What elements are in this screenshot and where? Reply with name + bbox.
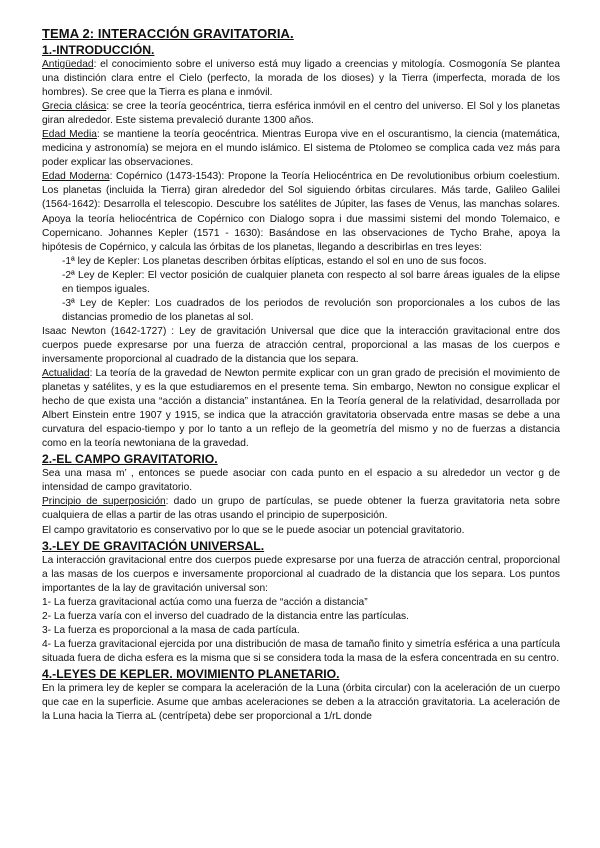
list-item: 3- La fuerza es proporcional a la masa de cada partícula. (42, 624, 300, 636)
text-actualidad: : La teoría de la gravedad de Newton permite explicar con un gran grado de precisión el movimiento de planetas y satélites, y es la que estudiaremos en el presente tema. Sin embargo, Newton no consigue explicar el hecho de que exista una “acción a distancia” instantánea. En la Teoría general de la relatividad, desarrollada por Albert Einstein entre 1907 y 1915, se indica que la atracción gravitatoria observada entre masas se debe a una curvatura del espacio-tiempo y por lo tanto a un reflejo de la geometría del mismo y no de fuerzas a distancia como en la teoría newtoniana de la gravedad. (42, 368, 560, 450)
section-heading-campo: 2.-EL CAMPO GRAVITATORIO. (42, 452, 218, 467)
paragraph-actualidad (42, 367, 560, 451)
paragraph-edad-media (42, 128, 560, 170)
list-item: 4- La fuerza gravitacional ejercida por una distribución de masa de tamaño finito y simetría esférica a una partícula situada fuera de dicha esfera es la misma que si se considera toda la masa de la esfera concentrada en su centro. (42, 638, 560, 664)
kepler-law-2: -2ª Ley de Kepler: El vector posición de cualquier planeta con respecto al sol barre áreas iguales de la elipse en tiempos iguales. (62, 269, 560, 295)
text-grecia: : se cree la teoría geocéntrica, tierra esférica inmóvil en el centro del universo. El Sol y los planetas giran alrededor. Este sistema prevaleció durante 1300 años. (42, 101, 560, 127)
text-antiguedad: : el conocimiento sobre el universo está muy ligado a creencias y mitología. Cosmogonía Se plantea una distinción clara entre el Cielo (perfecto, la morada de los dioses) y la Tierra (imperfecta, morada de los hombres). Se cree que la Tierra es plana e inmóvil. (42, 59, 560, 99)
term-superposicion: Principio de superposición (42, 496, 166, 508)
paragraph-gravitacion-1: La interacción gravitacional entre dos cuerpos puede expresarse por una fuerza de atracción central, proporcional a las masas de los cuerpos e inversamente proporcional al cuadrado de la distancia que los separa. Los puntos importantes de la lay de gravitación universal son: (42, 554, 560, 594)
text-superposicion: : dado un grupo de partículas, se puede obtener la fuerza gravitatoria neta sobre cualquiera de ellas a partir de las otras usando el principio de superposición. (42, 496, 560, 522)
term-edad-moderna: Edad Moderna (42, 171, 110, 183)
paragraph-superposicion (42, 495, 560, 523)
kepler-law-3: -3ª Ley de Kepler: Los cuadrados de los periodos de revolución son proporcionales a los cubos de las distancias promedio de los planetas al sol. (62, 297, 560, 323)
term-antiguedad: Antigüedad (42, 59, 94, 70)
paragraph-edad-moderna (42, 170, 560, 254)
paragraph-grecia (42, 100, 560, 128)
paragraph-newton: Isaac Newton (1642-1727) : Ley de gravitación Universal que dice que la interacción gravitacional entre dos cuerpos puede expresarse por una fuerza de atracción central, proporcional a las masas de los cuerpos e inversamente proporcional al cuadrado de la distancia que los separa. (42, 325, 560, 365)
kepler-law-1: -1ª ley de Kepler: Los planetas describen órbitas elípticas, estando el sol en uno de sus focos. (62, 255, 487, 267)
term-actualidad: Actualidad (42, 368, 90, 380)
paragraph-antiguedad (42, 58, 560, 100)
section-heading-introduccion: 1.-INTRODUCCIÓN. (42, 43, 155, 57)
text-edad-moderna: : Copérnico (1473-1543): Propone la Teoría Heliocéntrica en De revolutionibus orbium coelestium. Los planetas (incluida la Tierra) giran alrededor del Sol siguiendo órbitas circulares. Más tarde, Galileo Galilei (1564-1642): Desarrolla el telescopio. Descubre los satélites de Júpiter, las fases de Venus, las manchas solares. Apoya la teoría heliocéntrica de Copérnico con Dialogo sopra i due massimi sistemi del mondo Tolemaico, e Copernicano. Johannes Kepler (1571 - 1630): Basándose en las observaciones de Tycho Brahe, apoya la hipótesis de Copérnico, y calcula las órbitas de los planetas, llegando a describirlas en tres leyes: (42, 171, 560, 253)
section-heading-leyes-kepler: 4.-LEYES DE KEPLER. MOVIMIENTO PLANETARIO. (42, 666, 340, 681)
paragraph-campo-3: El campo gravitatorio es conservativo por lo que se le puede asociar un potencial gravitatorio. (42, 524, 465, 536)
term-edad-media: Edad Media (42, 129, 97, 141)
list-item: 2- La fuerza varía con el inverso del cuadrado de la distancia entre las partículas. (42, 610, 409, 622)
list-item: 1- La fuerza gravitacional actúa como una fuerza de “acción a distancia” (42, 596, 368, 608)
paragraph-kepler-1: En la primera ley de kepler se compara la aceleración de la Luna (órbita circular) con la aceleración de un cuerpo que cae en la superficie. Asume que ambas aceleraciones se deben a la atracción gravitatoria. La aceleración de la Luna hacia la Tierra aL (centrípeta) debe ser proporcional a 1/rL donde (42, 682, 560, 723)
document-title: TEMA 2: INTERACCIÓN GRAVITATORIA. (42, 26, 294, 41)
text-edad-media: : se mantiene la teoría geocéntrica. Mientras Europa vive en el oscurantismo, la ciencia (matemática, medicina y astronomía) se mejora en el mundo islámico. El sistema de Ptolomeo se complica cada vez más para poder explicar las observaciones. (42, 129, 560, 169)
paragraph-campo-1: Sea una masa m’ , entonces se puede asociar con cada punto en el espacio a su alrededor un vector g de intensidad de campo gravitatorio. (42, 468, 560, 494)
term-grecia: Grecia clásica (42, 101, 107, 113)
section-heading-ley-gravitacion: 3.-LEY DE GRAVITACIÓN UNIVERSAL. (42, 538, 265, 553)
